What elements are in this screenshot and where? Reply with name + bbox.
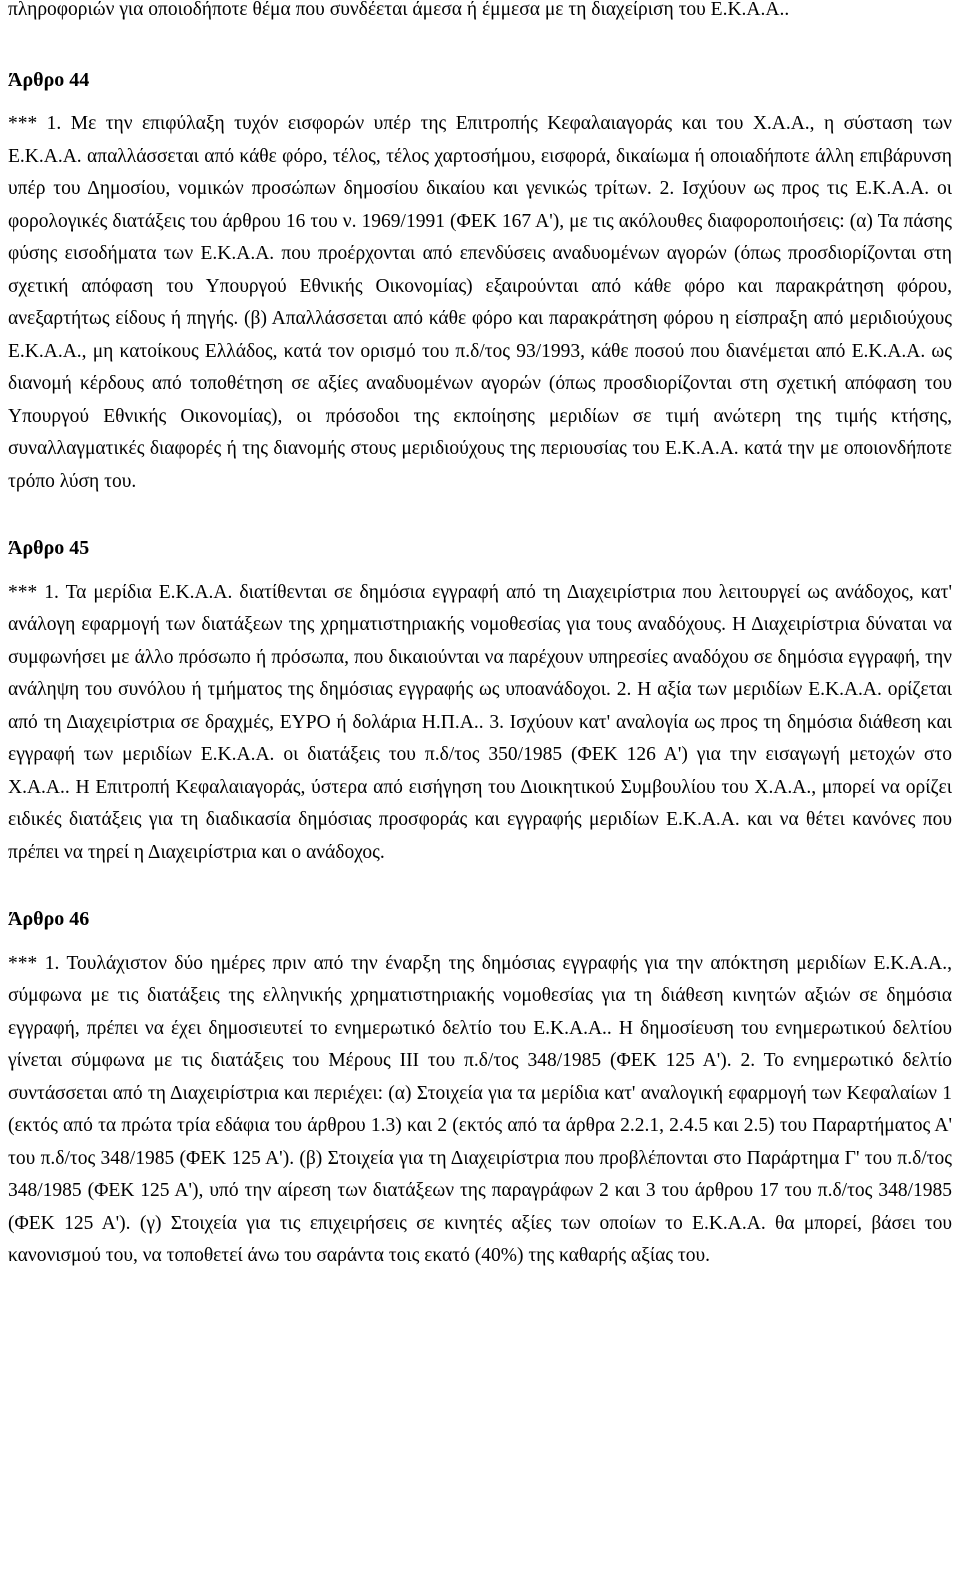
article-45-heading: Άρθρο 45: [8, 537, 90, 559]
article-44-heading: Άρθρο 44: [8, 68, 90, 91]
continuation-paragraph: πληροφοριών για οποιοδήποτε θέμα που συνδέεται άμεσα ή έμμεσα με τη διαχείριση του Ε.Κ.Α.Α..: [8, 0, 790, 20]
article-46-heading: Άρθρο 46: [8, 908, 90, 930]
article-44-body: *** 1. Με την επιφύλαξη τυχόν εισφορών υπέρ της Επιτροπής Κεφαλαιαγοράς και του Χ.Α.Α., η σύσταση των Ε.Κ.Α.Α. απαλλάσσεται από κάθε φόρο, τέλος, τέλος χαρτοσήμου, εισφορά, δικαίωμα ή οποιαδήποτε άλλη επιβάρυνση υπέρ του Δημοσίου, νομικών προσώπων δημοσίου δικαίου και γενικώς τρίτων. 2. Ισχύουν ως προς τις Ε.Κ.Α.Α. οι φορολογικές διατάξεις του άρθρου 16 του ν. 1969/1991 (ΦΕΚ 167 Α'), με τις ακόλουθες διαφοροποιήσεις: (α) Τα πάσης φύσης εισοδήματα των Ε.Κ.Α.Α. που προέρχονται από επενδύσεις αναδυομένων αγορών (όπως προσδιορίζονται στη σχετική απόφαση του Υπουργού Εθνικής Οικονομίας) εξαιρούνται από κάθε φόρο και παρακράτηση φόρου, ανεξαρτήτως είδους ή πηγής. (β) Απαλλάσσεται από κάθε φόρο και παρακράτηση φόρου η είσπραξη από μεριδιούχους Ε.Κ.Α.Α., μη κατοίκους Ελλάδος, κατά τον ορισμό του π.δ/τος 93/1993, κάθε ποσού που διανέμεται από Ε.Κ.Α.Α. ως διανομή κέρδους από τοποθέτηση σε αξίες αναδυομένων αγορών (όπως προσδιορίζονται στη σχετική απόφαση του Υπουργού Εθνικής Οικονομίας), οι πρόσοδοι της εκποίησης μεριδίων σε τιμή ανώτερη της τιμής κτήσης, συναλλαγματικές διαφορές ή της διανομής στους μεριδιούχους της περιουσίας του Ε.Κ.Α.Α. κατά την με οποιονδήποτε τρόπο λύση του.: [8, 113, 952, 492]
spacer: [8, 565, 952, 577]
spacer: [8, 498, 952, 532]
spacer: [8, 869, 952, 903]
spacer: [8, 936, 952, 948]
article-45-body: *** 1. Τα μερίδια Ε.Κ.Α.Α. διατίθενται σε δημόσια εγγραφή από τη Διαχειρίστρια που λειτουργεί ως ανάδοχος, κατ' ανάλογη εφαρμογή των διατάξεων της χρηματιστηριακής νομοθεσίας για τους αναδόχους. Η Διαχειρίστρια δύναται να συμφωνήσει με άλλο πρόσωπο ή πρόσωπα, που δικαιούνται να παρέχουν υπηρεσίες αναδόχου σε δημόσια εγγραφή, την ανάληψη του συνόλου ή τμήματος της δημόσιας εγγραφής ως υποανάδοχοι. 2. Η αξία των μεριδίων Ε.Κ.Α.Α. ορίζεται από τη Διαχειρίστρια σε δραχμές, ΕΥΡΟ ή δολάρια Η.Π.Α.. 3. Ισχύουν κατ' αναλογία ως προς τη δημόσια διάθεση και εγγραφή των μεριδίων Ε.Κ.Α.Α. οι διατάξεις του π.δ/τος 350/1985 (ΦΕΚ 126 Α') για την εισαγωγή μετοχών στο Χ.Α.Α.. Η Επιτροπή Κεφαλαιαγοράς, ύστερα από εισήγηση του Διοικητικού Συμβουλίου του Χ.Α.Α., μπορεί να ορίζει ειδικές διατάξεις για τη διαδικασία δημόσιας προσφοράς και εγγραφής μεριδίων Ε.Κ.Α.Α. και να θέτει κανόνες που πρέπει να τηρεί η Διαχειρίστρια και ο ανάδοχος.: [8, 581, 952, 863]
spacer: [8, 27, 952, 64]
spacer: [8, 96, 952, 108]
article-46-body: *** 1. Τουλάχιστον δύο ημέρες πριν από την έναρξη της δημόσιας εγγραφής για την απόκτηση μεριδίων Ε.Κ.Α.Α., σύμφωνα με τις διατάξεις της ελληνικής χρηματιστηριακής νομοθεσίας για τη διάθεση κινητών αξιών σε δημόσια εγγραφή, πρέπει να έχει δημοσιευτεί το ενημερωτικό δελτίο του Ε.Κ.Α.Α.. Η δημοσίευση του ενημερωτικού δελτίου γίνεται σύμφωνα με τις διατάξεις του Μέρους ΙΙΙ του π.δ/τος 348/1985 (ΦΕΚ 125 Α'). 2. Το ενημερωτικό δελτίο συντάσσεται από τη Διαχειρίστρια και περιέχει: (α) Στοιχεία για τα μερίδια κατ' αναλογική εφαρμογή των Κεφαλαίων 1 (εκτός από τα πρώτα τρία εδάφια του άρθρου 1.3) και 2 (εκτός από τα άρθρα 2.2.1, 2.4.5 και 2.5) του Παραρτήματος Α' του π.δ/τος 348/1985 (ΦΕΚ 125 Α'). (β) Στοιχεία για τη Διαχειρίστρια που προβλέπονται στο Παράρτημα Γ' του π.δ/τος 348/1985 (ΦΕΚ 125 Α'), υπό την αίρεση των διατάξεων της παραγράφων 2 και 3 του άρθρου 17 του π.δ/τος 348/1985 (ΦΕΚ 125 Α'). (γ) Στοιχεία για τις επιχειρήσεις σε κινητές αξίες των οποίων το Ε.Κ.Α.Α. θα μπορεί, βάσει του κανονισμού του, να τοποθετεί άνω του σαράντα τοις εκατό (40%) της καθαρής αξίας του.: [8, 952, 952, 1266]
